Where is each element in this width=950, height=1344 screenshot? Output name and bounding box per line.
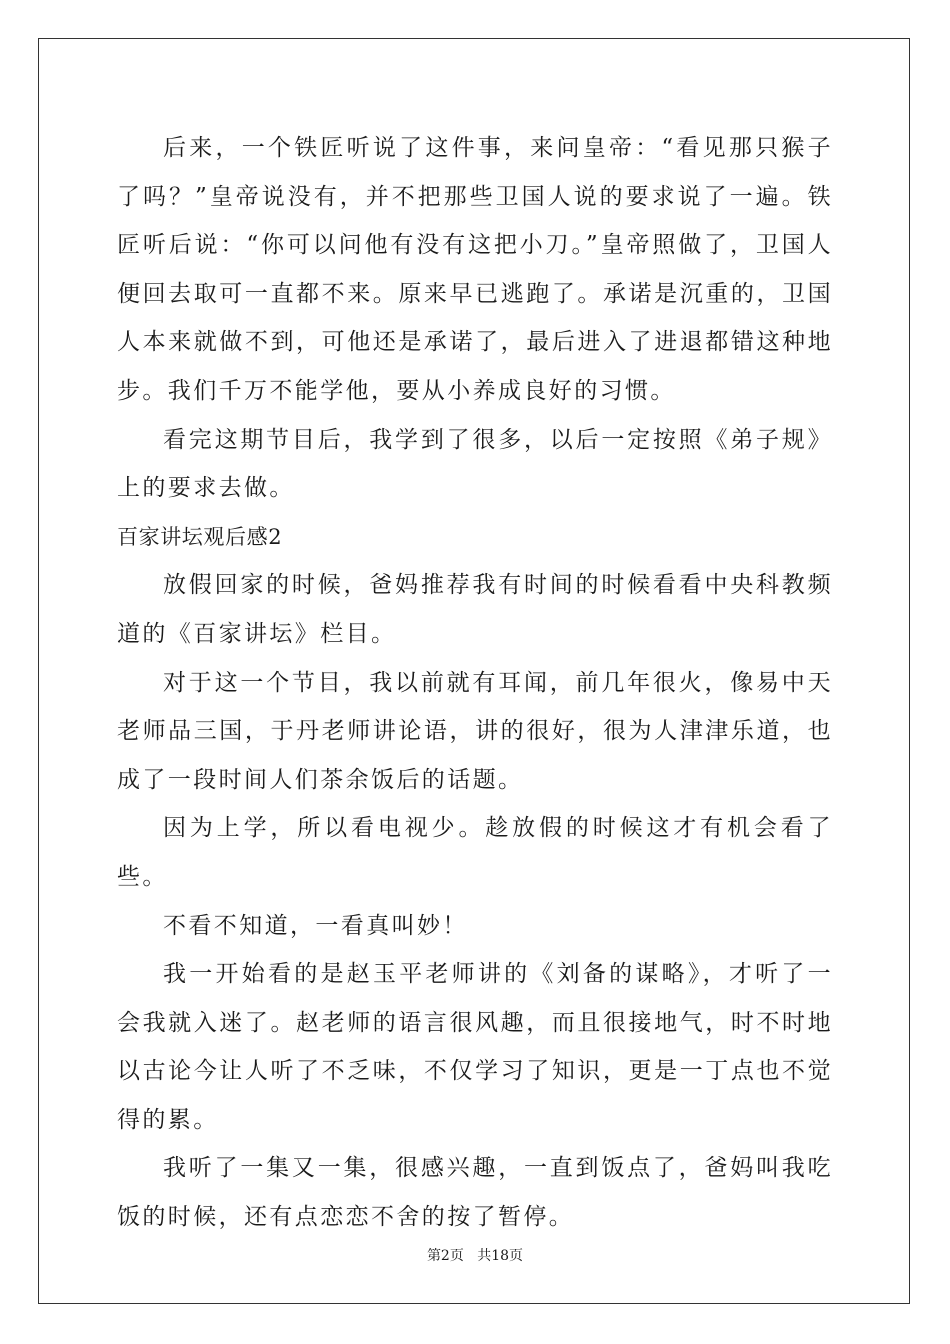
document-body: [117, 124, 833, 1242]
paragraph: 因为上学，所以看电视少。趁放假的时候这才有机会看了些。: [117, 815, 833, 890]
paragraph: 看完这期节目后，我学到了很多，以后一定按照《弟子规》上的要求去做。: [117, 426, 833, 502]
page-number: 第2页: [426, 1248, 464, 1264]
paragraph: 对于这一个节目，我以前就有耳闻，前几年很火，像易中天老师品三国，于丹老师讲论语，讲的很好，很为人津津乐道，也成了一段时间人们茶余饭后的话题。: [117, 669, 833, 793]
paragraph: 放假回家的时候，爸妈推荐我有时间的时候看看中央科教频道的《百家讲坛》栏目。: [117, 572, 833, 647]
paragraph: 后来，一个铁匠听说了这件事，来问皇帝：“看见那只猴子了吗？”皇帝说没有，并不把那些卫国人说的要求说了一遍。铁匠听后说：“你可以问他有没有这把小刀。”皇帝照做了，卫国人便回去取可一直都不来。原来早已逃跑了。承诺是沉重的，卫国人本来就做不到，可他还是承诺了，最后进入了进退都错这种地步。我们千万不能学他，要从小养成良好的习惯。: [117, 135, 833, 404]
paragraph: 不看不知道，一看真叫妙！: [163, 912, 468, 939]
section-heading: 百家讲坛观后感2: [117, 524, 283, 549]
paragraph: 我一开始看的是赵玉平老师讲的《刘备的谋略》，才听了一会我就入迷了。赵老师的语言很风趣，而且很接地气，时不时地以古论今让人听了不乏味，不仅学习了知识，更是一丁点也不觉得的累。: [117, 961, 833, 1133]
page-total: 共18页: [477, 1248, 524, 1264]
page-footer: [0, 1246, 950, 1266]
footer-gap: [464, 1248, 477, 1264]
paragraph: 我听了一集又一集，很感兴趣，一直到饭点了，爸妈叫我吃饭的时候，还有点恋恋不舍的按了暂停。: [117, 1155, 833, 1231]
